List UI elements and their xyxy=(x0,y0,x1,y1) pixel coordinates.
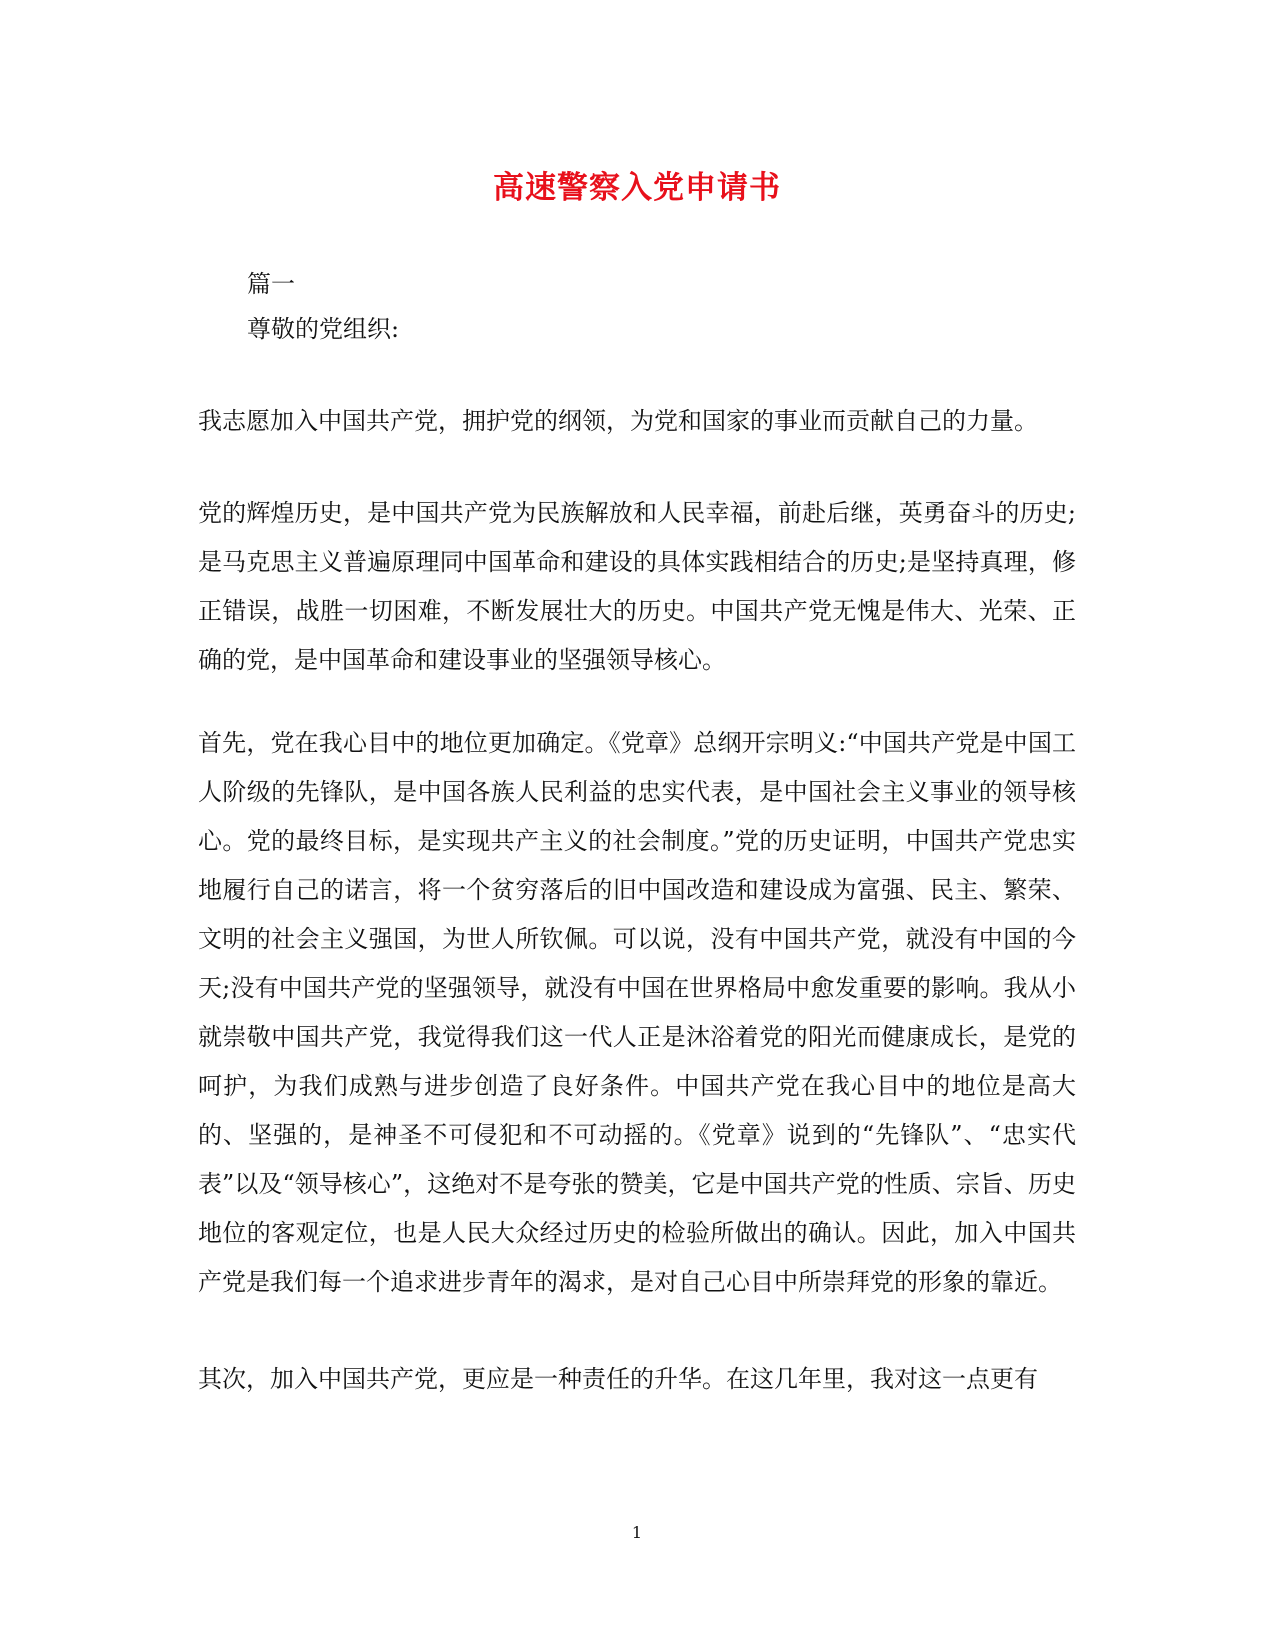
paragraph-4: 其次，加入中国共产党，更应是一种责任的升华。在这几年里，我对这一点更有 xyxy=(198,1365,1038,1393)
paragraph-3: 首先，党在我心目中的地位更加确定。《党章》总纲开宗明义:“中国共产党是中国工人阶级的先锋队，是中国各族人民利益的忠实代表，是中国社会主义事业的领导核心。党的最终目标，是实现共产主义的社会制度。”党的历史证明，中国共产党忠实地履行自己的诺言，将一个贫穷落后的旧中国改造和建设成为富强、民主、繁荣、文明的社会主义强国，为世人所钦佩。可以说，没有中国共产党，就没有中国的今天;没有中国共产党的坚强领导，就没有中国在世界格局中愈发重要的影响。我从小就崇敬中国共产党，我觉得我们这一代人正是沐浴着党的阳光而健康成长，是党的呵护，为我们成熟与进步创造了良好条件。中国共产党在我心目中的地位是高大的、坚强的，是神圣不可侵犯和不可动摇的。《党章》说到的“先锋队”、“忠实代表”以及“领导核心”，这绝对不是夸张的赞美，它是中国共产党的性质、宗旨、历史地位的客观定位，也是人民大众经过历史的检验所做出的确认。因此，加入中国共产党是我们每一个追求进步青年的渴求，是对自己心目中所崇拜党的形象的靠近。 xyxy=(198,729,1076,1296)
paragraph-1: 我志愿加入中国共产党，拥护党的纲领，为党和国家的事业而贡献自己的力量。 xyxy=(198,407,1038,435)
paragraph-2: 党的辉煌历史，是中国共产党为民族解放和人民幸福，前赴后继，英勇奋斗的历史;是马克思主义普遍原理同中国革命和建设的具体实践相结合的历史;是坚持真理，修正错误，战胜一切困难，不断发展壮大的历史。中国共产党无愧是伟大、光荣、正确的党，是中国革命和建设事业的坚强领导核心。 xyxy=(198,499,1076,674)
section-label: 篇一 xyxy=(247,270,295,298)
page-number: 1 xyxy=(631,1523,643,1542)
salutation: 尊敬的党组织: xyxy=(247,315,400,343)
document-title: 高速警察入党申请书 xyxy=(493,170,781,206)
